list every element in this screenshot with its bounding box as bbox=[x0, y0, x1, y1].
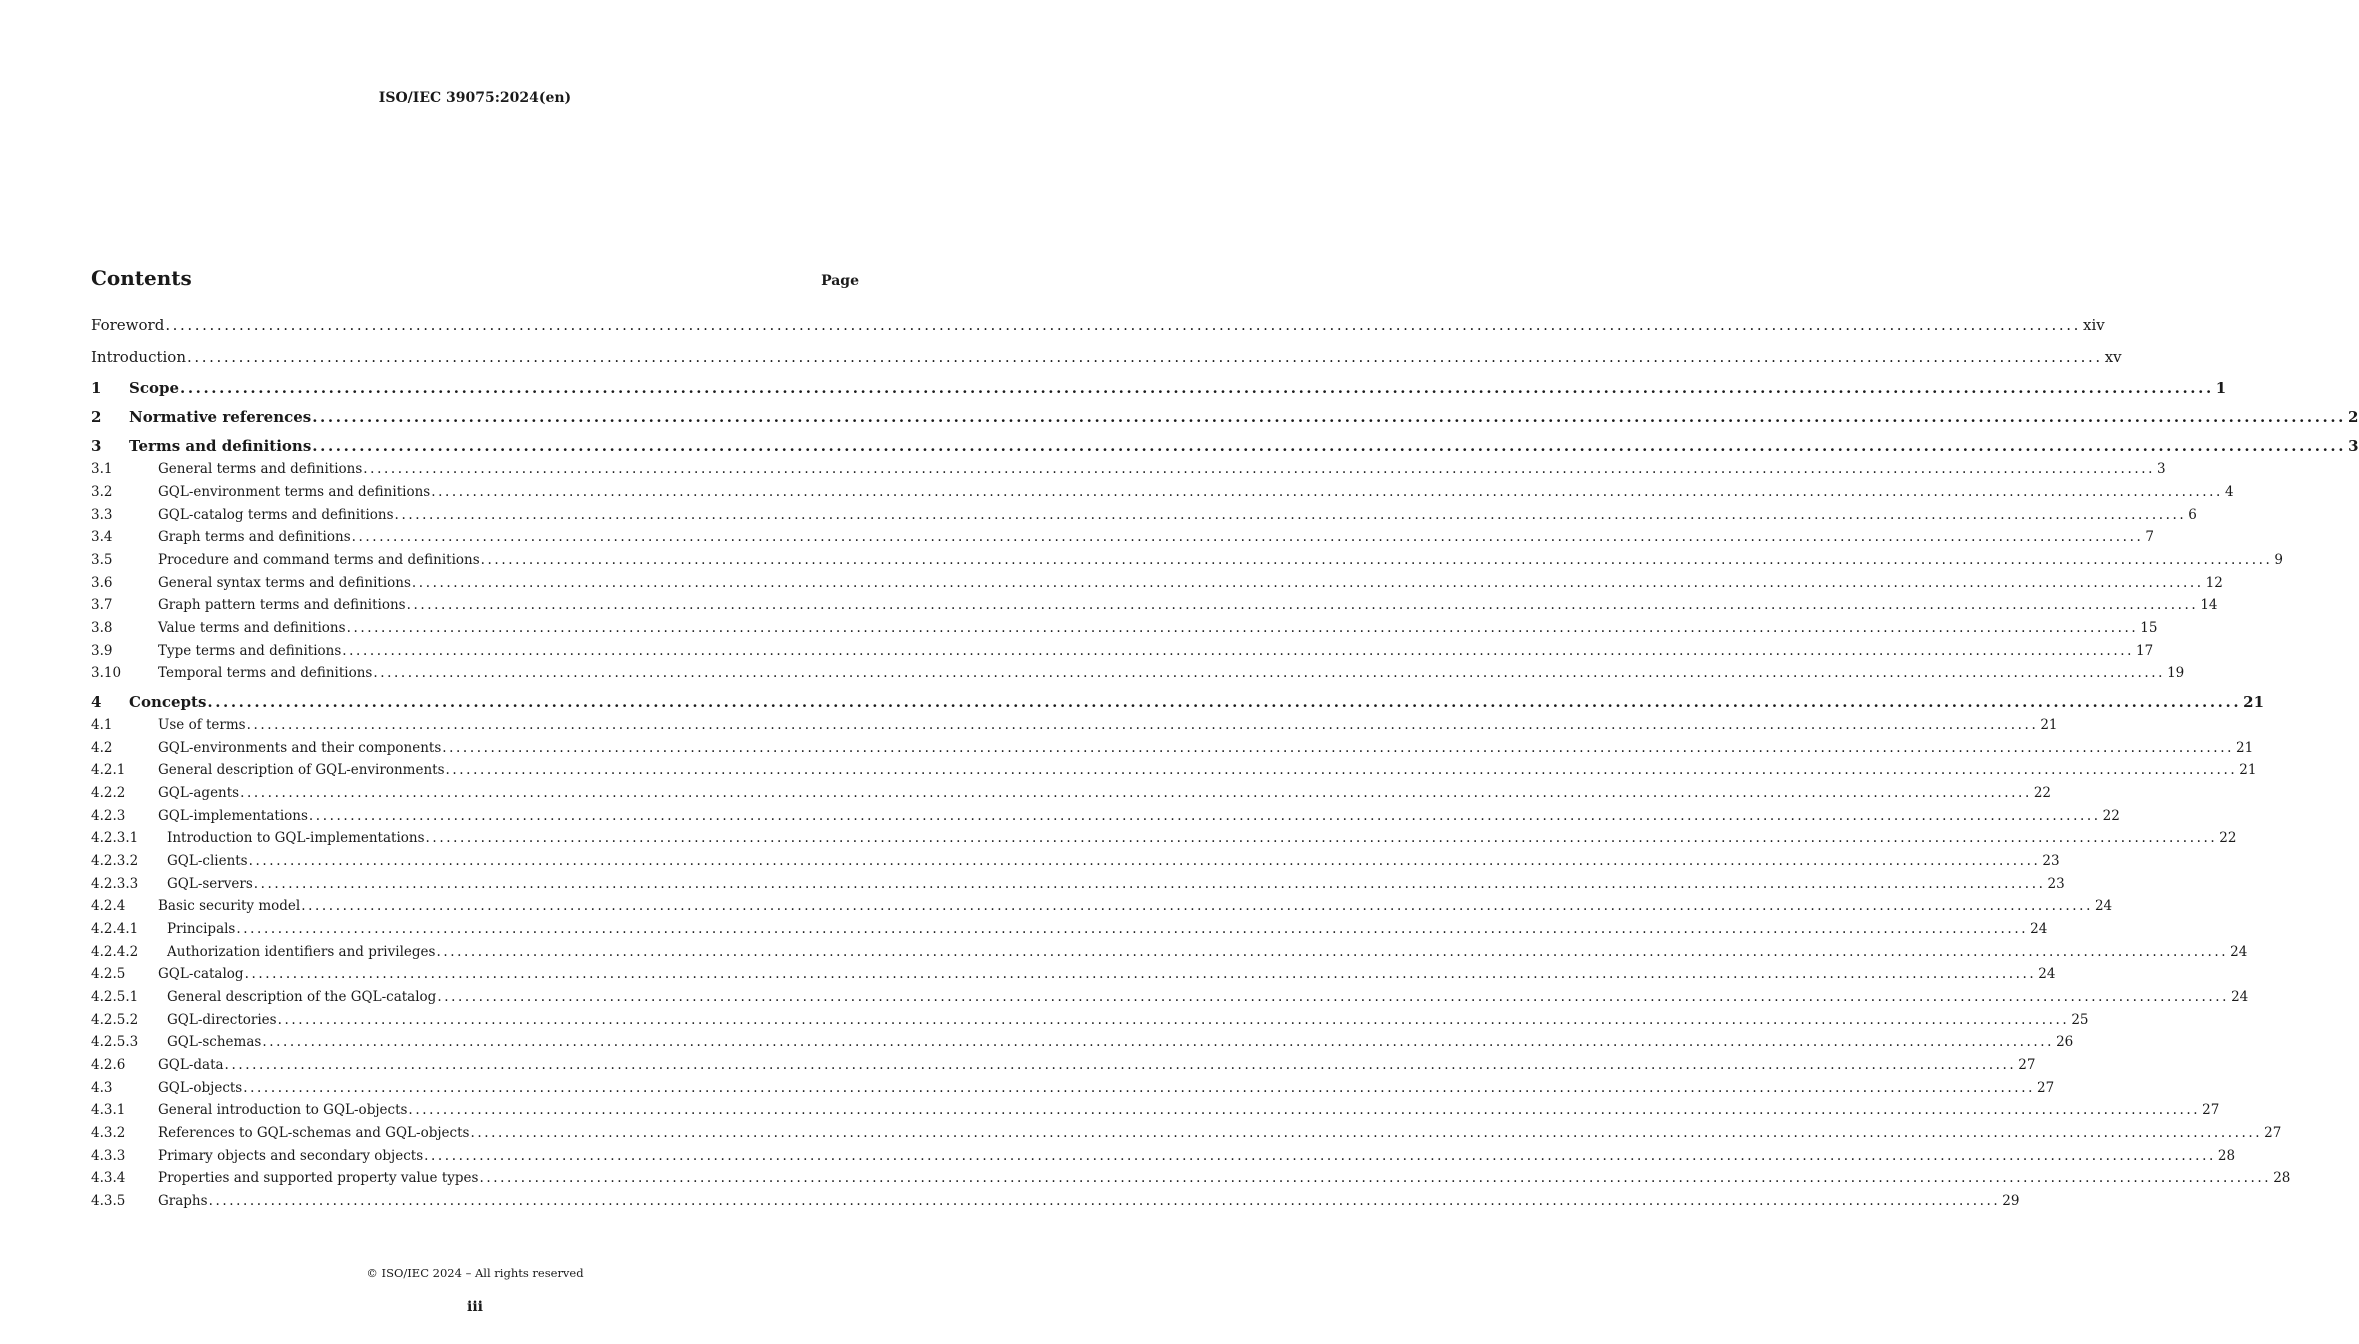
toc-entry-page: 24 bbox=[2038, 966, 2056, 982]
toc-entry-page: xv bbox=[2104, 348, 2122, 366]
toc-entry-title: GQL-catalog bbox=[158, 966, 244, 982]
toc-entry-page: 2 bbox=[2348, 408, 2359, 426]
toc-entry[interactable] bbox=[91, 1057, 2036, 1073]
toc-entry-number: 4.2.3.2 bbox=[91, 853, 139, 869]
toc-entry[interactable] bbox=[91, 665, 2185, 681]
toc-entry-page: 27 bbox=[2018, 1057, 2036, 1073]
document-id: ISO/IEC 39075:2024(en) bbox=[378, 90, 572, 106]
toc-entry-page: 22 bbox=[2033, 785, 2052, 801]
toc-leader-dots: .................................................................................................................................................................................................................................................................... bbox=[406, 597, 2199, 613]
toc-entry-number: 4.2.5.2 bbox=[91, 1012, 139, 1028]
toc-leader-dots: .................................................................................................................................................................................................................................................................... bbox=[224, 1057, 2017, 1073]
toc-entry[interactable] bbox=[91, 966, 2056, 982]
toc-entry-page: xiv bbox=[2083, 316, 2105, 334]
toc-entry-page: 1 bbox=[2215, 379, 2227, 397]
toc-entry-number: 3.3 bbox=[91, 507, 113, 523]
toc-entry-title: Introduction bbox=[91, 348, 186, 366]
toc-entry-number: 3.5 bbox=[91, 552, 113, 568]
toc-entry-title: Procedure and command terms and definitions bbox=[158, 552, 480, 568]
toc-leader-dots: .................................................................................................................................................................................................................................................................... bbox=[342, 643, 2134, 659]
toc-entry-number: 3.10 bbox=[91, 665, 122, 681]
toc-entry-page: 15 bbox=[2140, 620, 2158, 636]
toc-entry[interactable] bbox=[91, 1102, 2220, 1118]
toc-entry-number: 3.8 bbox=[91, 620, 113, 636]
toc-entry-title: GQL-servers bbox=[167, 876, 253, 892]
toc-entry[interactable] bbox=[91, 1125, 2282, 1141]
toc-entry-number: 4.3 bbox=[91, 1080, 113, 1096]
toc-entry-title: GQL-catalog terms and definitions bbox=[158, 507, 394, 523]
toc-entry-number: 4.2.4 bbox=[91, 898, 126, 914]
contents-heading bbox=[91, 266, 859, 290]
toc-entry-number: 3.1 bbox=[91, 461, 113, 477]
toc-leader-dots: .................................................................................................................................................................................................................................................................... bbox=[470, 1125, 2263, 1141]
toc-entry[interactable] bbox=[91, 1193, 2020, 1209]
toc-entry-title: GQL-environments and their components bbox=[158, 740, 442, 756]
toc-entry[interactable] bbox=[91, 1034, 2074, 1050]
toc-entry-number: 3.4 bbox=[91, 529, 113, 545]
toc-entry[interactable] bbox=[91, 484, 2234, 500]
toc-entry[interactable] bbox=[91, 408, 2359, 426]
toc-entry-page: 26 bbox=[2056, 1034, 2074, 1050]
toc-leader-dots: .................................................................................................................................................................................................................................................................... bbox=[253, 876, 2046, 892]
toc-leader-dots: .................................................................................................................................................................................................................................................................... bbox=[431, 484, 2223, 500]
toc-entry-title: Basic security model bbox=[158, 898, 301, 914]
toc-entry-title: Primary objects and secondary objects bbox=[158, 1148, 424, 1164]
toc-entry-title: Authorization identifiers and privileges bbox=[167, 944, 436, 960]
toc-entry-page: 17 bbox=[2136, 643, 2154, 659]
toc-leader-dots: .................................................................................................................................................................................................................................................................... bbox=[394, 507, 2187, 523]
toc-leader-dots: .................................................................................................................................................................................................................................................................... bbox=[187, 348, 2103, 366]
page-column-label: Page bbox=[821, 273, 859, 289]
toc-entry-title: GQL-agents bbox=[158, 785, 240, 801]
toc-entry[interactable] bbox=[91, 552, 2283, 568]
toc-entry[interactable] bbox=[91, 717, 2058, 733]
toc-leader-dots: .................................................................................................................................................................................................................................................................... bbox=[408, 1102, 2201, 1118]
toc-entry-title: Graph terms and definitions bbox=[158, 529, 351, 545]
toc-entry-page: 4 bbox=[2224, 484, 2234, 500]
toc-leader-dots: .................................................................................................................................................................................................................................................................... bbox=[424, 1148, 2216, 1164]
toc-entry-number: 4.2.5 bbox=[91, 966, 126, 982]
toc-leader-dots: .................................................................................................................................................................................................................................................................... bbox=[479, 1170, 2272, 1186]
toc-leader-dots: .................................................................................................................................................................................................................................................................... bbox=[425, 830, 2218, 846]
toc-entry-number: 4.2.3 bbox=[91, 808, 126, 824]
toc-leader-dots: .................................................................................................................................................................................................................................................................... bbox=[437, 989, 2230, 1005]
toc-entry-page: 25 bbox=[2071, 1012, 2089, 1028]
toc-entry[interactable] bbox=[91, 379, 2227, 397]
toc-entry-number: 4.2 bbox=[91, 740, 113, 756]
toc-entry-title: GQL-data bbox=[158, 1057, 224, 1073]
toc-entry-page: 9 bbox=[2274, 552, 2283, 568]
toc-entry[interactable] bbox=[91, 1080, 2055, 1096]
toc-entry[interactable] bbox=[91, 575, 2223, 591]
toc-entry-title: GQL-schemas bbox=[167, 1034, 262, 1050]
toc-entry-number: 4.3.5 bbox=[91, 1193, 126, 1209]
toc-entry-page: 28 bbox=[2273, 1170, 2291, 1186]
toc-entry-page: 27 bbox=[2036, 1080, 2055, 1096]
toc-entry-title: GQL-clients bbox=[167, 853, 248, 869]
toc-leader-dots: .................................................................................................................................................................................................................................................................... bbox=[236, 921, 2029, 937]
toc-entry[interactable] bbox=[91, 316, 2105, 334]
toc-entry[interactable] bbox=[91, 693, 2265, 711]
toc-entry-number: 4.2.5.3 bbox=[91, 1034, 139, 1050]
toc-entry-page: 21 bbox=[2239, 762, 2257, 778]
toc-entry-number: 4.1 bbox=[91, 717, 113, 733]
toc-entry-number: 4.3.4 bbox=[91, 1170, 126, 1186]
toc-leader-dots: .................................................................................................................................................................................................................................................................... bbox=[445, 762, 2238, 778]
toc-entry-number: 4.2.3.3 bbox=[91, 876, 139, 892]
toc-entry-number: 3.7 bbox=[91, 597, 113, 613]
toc-entry[interactable] bbox=[91, 620, 2158, 636]
toc-entry-number: 4.2.4.2 bbox=[91, 944, 139, 960]
toc-entry-number: 4.2.1 bbox=[91, 762, 126, 778]
toc-leader-dots: .................................................................................................................................................................................................................................................................... bbox=[351, 529, 2144, 545]
toc-leader-dots: .................................................................................................................................................................................................................................................................... bbox=[207, 693, 2242, 711]
toc-leader-dots: .................................................................................................................................................................................................................................................................... bbox=[312, 437, 2347, 455]
toc-entry-title: General introduction to GQL-objects bbox=[158, 1102, 408, 1118]
toc-entry[interactable] bbox=[91, 830, 2237, 846]
toc-leader-dots: .................................................................................................................................................................................................................................................................... bbox=[363, 461, 2156, 477]
toc-entry-page: 21 bbox=[2235, 740, 2254, 756]
toc-entry-number: 3.2 bbox=[91, 484, 113, 500]
toc-entry-title: General description of GQL-environments bbox=[158, 762, 445, 778]
toc-entry[interactable] bbox=[91, 944, 2248, 960]
toc-entry-page: 3 bbox=[2157, 461, 2166, 477]
toc-entry-title: General description of the GQL-catalog bbox=[167, 989, 437, 1005]
toc-entry-page: 28 bbox=[2217, 1148, 2236, 1164]
toc-entry-page: 14 bbox=[2200, 597, 2218, 613]
toc-entry-number: 3.6 bbox=[91, 575, 113, 591]
toc-entry-page: 29 bbox=[2002, 1193, 2020, 1209]
toc-entry-title: References to GQL-schemas and GQL-objects bbox=[158, 1125, 470, 1141]
toc-entry-title: Graph pattern terms and definitions bbox=[158, 597, 406, 613]
toc-entry-title: Normative references bbox=[129, 408, 312, 426]
toc-entry-page: 22 bbox=[2219, 830, 2237, 846]
toc-leader-dots: .................................................................................................................................................................................................................................................................... bbox=[442, 740, 2234, 756]
contents-title: Contents bbox=[91, 266, 192, 290]
toc-entry-title: Introduction to GQL-implementations bbox=[167, 830, 425, 846]
toc-leader-dots: .................................................................................................................................................................................................................................................................... bbox=[240, 785, 2032, 801]
toc-entry-page: 21 bbox=[2243, 693, 2265, 711]
toc-leader-dots: .................................................................................................................................................................................................................................................................... bbox=[411, 575, 2204, 591]
toc-entry-title: GQL-implementations bbox=[158, 808, 308, 824]
toc-entry-title: Use of terms bbox=[158, 717, 246, 733]
toc-leader-dots: .................................................................................................................................................................................................................................................................... bbox=[277, 1012, 2070, 1028]
toc-entry-number: 4.2.4.1 bbox=[91, 921, 139, 937]
toc-entry[interactable] bbox=[91, 921, 2048, 937]
toc-entry[interactable] bbox=[91, 876, 2065, 892]
toc-entry[interactable] bbox=[91, 461, 2166, 477]
page-number: iii bbox=[467, 1299, 483, 1315]
toc-entry-page: 23 bbox=[2042, 853, 2060, 869]
toc-entry-number: 4.2.2 bbox=[91, 785, 126, 801]
toc-entry-page: 7 bbox=[2145, 529, 2154, 545]
toc-entry[interactable] bbox=[91, 1170, 2291, 1186]
toc-entry-number: 4 bbox=[91, 693, 102, 711]
toc-entry-page: 27 bbox=[2202, 1102, 2220, 1118]
toc-entry-title: Concepts bbox=[129, 693, 207, 711]
toc-leader-dots: .................................................................................................................................................................................................................................................................... bbox=[301, 898, 2093, 914]
toc-entry-page: 23 bbox=[2047, 876, 2065, 892]
toc-leader-dots: .................................................................................................................................................................................................................................................................... bbox=[246, 717, 2039, 733]
toc-leader-dots: .................................................................................................................................................................................................................................................................... bbox=[480, 552, 2273, 568]
toc-entry-title: Principals bbox=[167, 921, 236, 937]
toc-entry-page: 22 bbox=[2102, 808, 2120, 824]
toc-entry[interactable] bbox=[91, 785, 2052, 801]
toc-entry[interactable] bbox=[91, 597, 2218, 613]
toc-leader-dots: .................................................................................................................................................................................................................................................................... bbox=[243, 1080, 2035, 1096]
toc-leader-dots: .................................................................................................................................................................................................................................................................... bbox=[208, 1193, 2001, 1209]
toc-leader-dots: .................................................................................................................................................................................................................................................................... bbox=[244, 966, 2037, 982]
toc-entry-title: Type terms and definitions bbox=[158, 643, 342, 659]
toc-entry-title: Graphs bbox=[158, 1193, 208, 1209]
toc-leader-dots: .................................................................................................................................................................................................................................................................... bbox=[312, 408, 2346, 426]
toc-leader-dots: .................................................................................................................................................................................................................................................................... bbox=[373, 665, 2166, 681]
toc-entry-title: General terms and definitions bbox=[158, 461, 363, 477]
toc-entry-number: 4.2.5.1 bbox=[91, 989, 139, 1005]
toc-entry-number: 4.2.3.1 bbox=[91, 830, 139, 846]
toc-entry-number: 4.3.3 bbox=[91, 1148, 126, 1164]
toc-leader-dots: .................................................................................................................................................................................................................................................................... bbox=[436, 944, 2229, 960]
toc-entry-page: 12 bbox=[2205, 575, 2223, 591]
toc-entry-page: 24 bbox=[2094, 898, 2113, 914]
toc-entry-page: 24 bbox=[2230, 944, 2248, 960]
toc-entry[interactable] bbox=[91, 1148, 2236, 1164]
toc-entry-number: 4.2.6 bbox=[91, 1057, 126, 1073]
toc-entry-title: GQL-objects bbox=[158, 1080, 243, 1096]
toc-entry[interactable] bbox=[91, 1012, 2089, 1028]
toc-entry-title: Foreword bbox=[91, 316, 165, 334]
toc-entry-number: 3.9 bbox=[91, 643, 113, 659]
toc-entry[interactable] bbox=[91, 437, 2359, 455]
toc-entry-title: Temporal terms and definitions bbox=[158, 665, 373, 681]
toc-entry-title: Properties and supported property value types bbox=[158, 1170, 479, 1186]
toc-entry-number: 2 bbox=[91, 408, 102, 426]
toc-entry-number: 3 bbox=[91, 437, 102, 455]
toc-entry[interactable] bbox=[91, 643, 2154, 659]
toc-entry-title: Value terms and definitions bbox=[158, 620, 346, 636]
toc-entry[interactable] bbox=[91, 529, 2154, 545]
toc-entry[interactable] bbox=[91, 853, 2060, 869]
toc-entry-number: 1 bbox=[91, 379, 102, 397]
toc-entry-title: Scope bbox=[129, 379, 180, 397]
toc-entry-title: General syntax terms and definitions bbox=[158, 575, 411, 591]
toc-entry[interactable] bbox=[91, 898, 2113, 914]
toc-entry-page: 3 bbox=[2348, 437, 2359, 455]
toc-entry-page: 19 bbox=[2167, 665, 2185, 681]
toc-entry[interactable] bbox=[91, 348, 2122, 366]
toc-leader-dots: .................................................................................................................................................................................................................................................................... bbox=[165, 316, 2082, 334]
toc-entry-page: 21 bbox=[2040, 717, 2058, 733]
copyright-notice: © ISO/IEC 2024 – All rights reserved bbox=[366, 1266, 584, 1280]
toc-leader-dots: .................................................................................................................................................................................................................................................................... bbox=[180, 379, 2214, 397]
toc-entry[interactable] bbox=[91, 762, 2257, 778]
toc-leader-dots: .................................................................................................................................................................................................................................................................... bbox=[308, 808, 2101, 824]
toc-entry[interactable] bbox=[91, 808, 2120, 824]
toc-entry-title: Terms and definitions bbox=[129, 437, 312, 455]
toc-entry-title: GQL-directories bbox=[167, 1012, 277, 1028]
toc-leader-dots: .................................................................................................................................................................................................................................................................... bbox=[248, 853, 2041, 869]
toc-entry-page: 24 bbox=[2231, 989, 2249, 1005]
toc-leader-dots: .................................................................................................................................................................................................................................................................... bbox=[262, 1034, 2055, 1050]
toc-entry[interactable] bbox=[91, 740, 2254, 756]
toc-entry-page: 24 bbox=[2030, 921, 2048, 937]
toc-entry-title: GQL-environment terms and definitions bbox=[158, 484, 431, 500]
toc-entry[interactable] bbox=[91, 989, 2249, 1005]
toc-leader-dots: .................................................................................................................................................................................................................................................................... bbox=[346, 620, 2139, 636]
toc-entry-page: 6 bbox=[2188, 507, 2197, 523]
toc-entry-number: 4.3.2 bbox=[91, 1125, 126, 1141]
toc-entry-number: 4.3.1 bbox=[91, 1102, 126, 1118]
toc-entry-page: 27 bbox=[2264, 1125, 2282, 1141]
toc-entry[interactable] bbox=[91, 507, 2197, 523]
